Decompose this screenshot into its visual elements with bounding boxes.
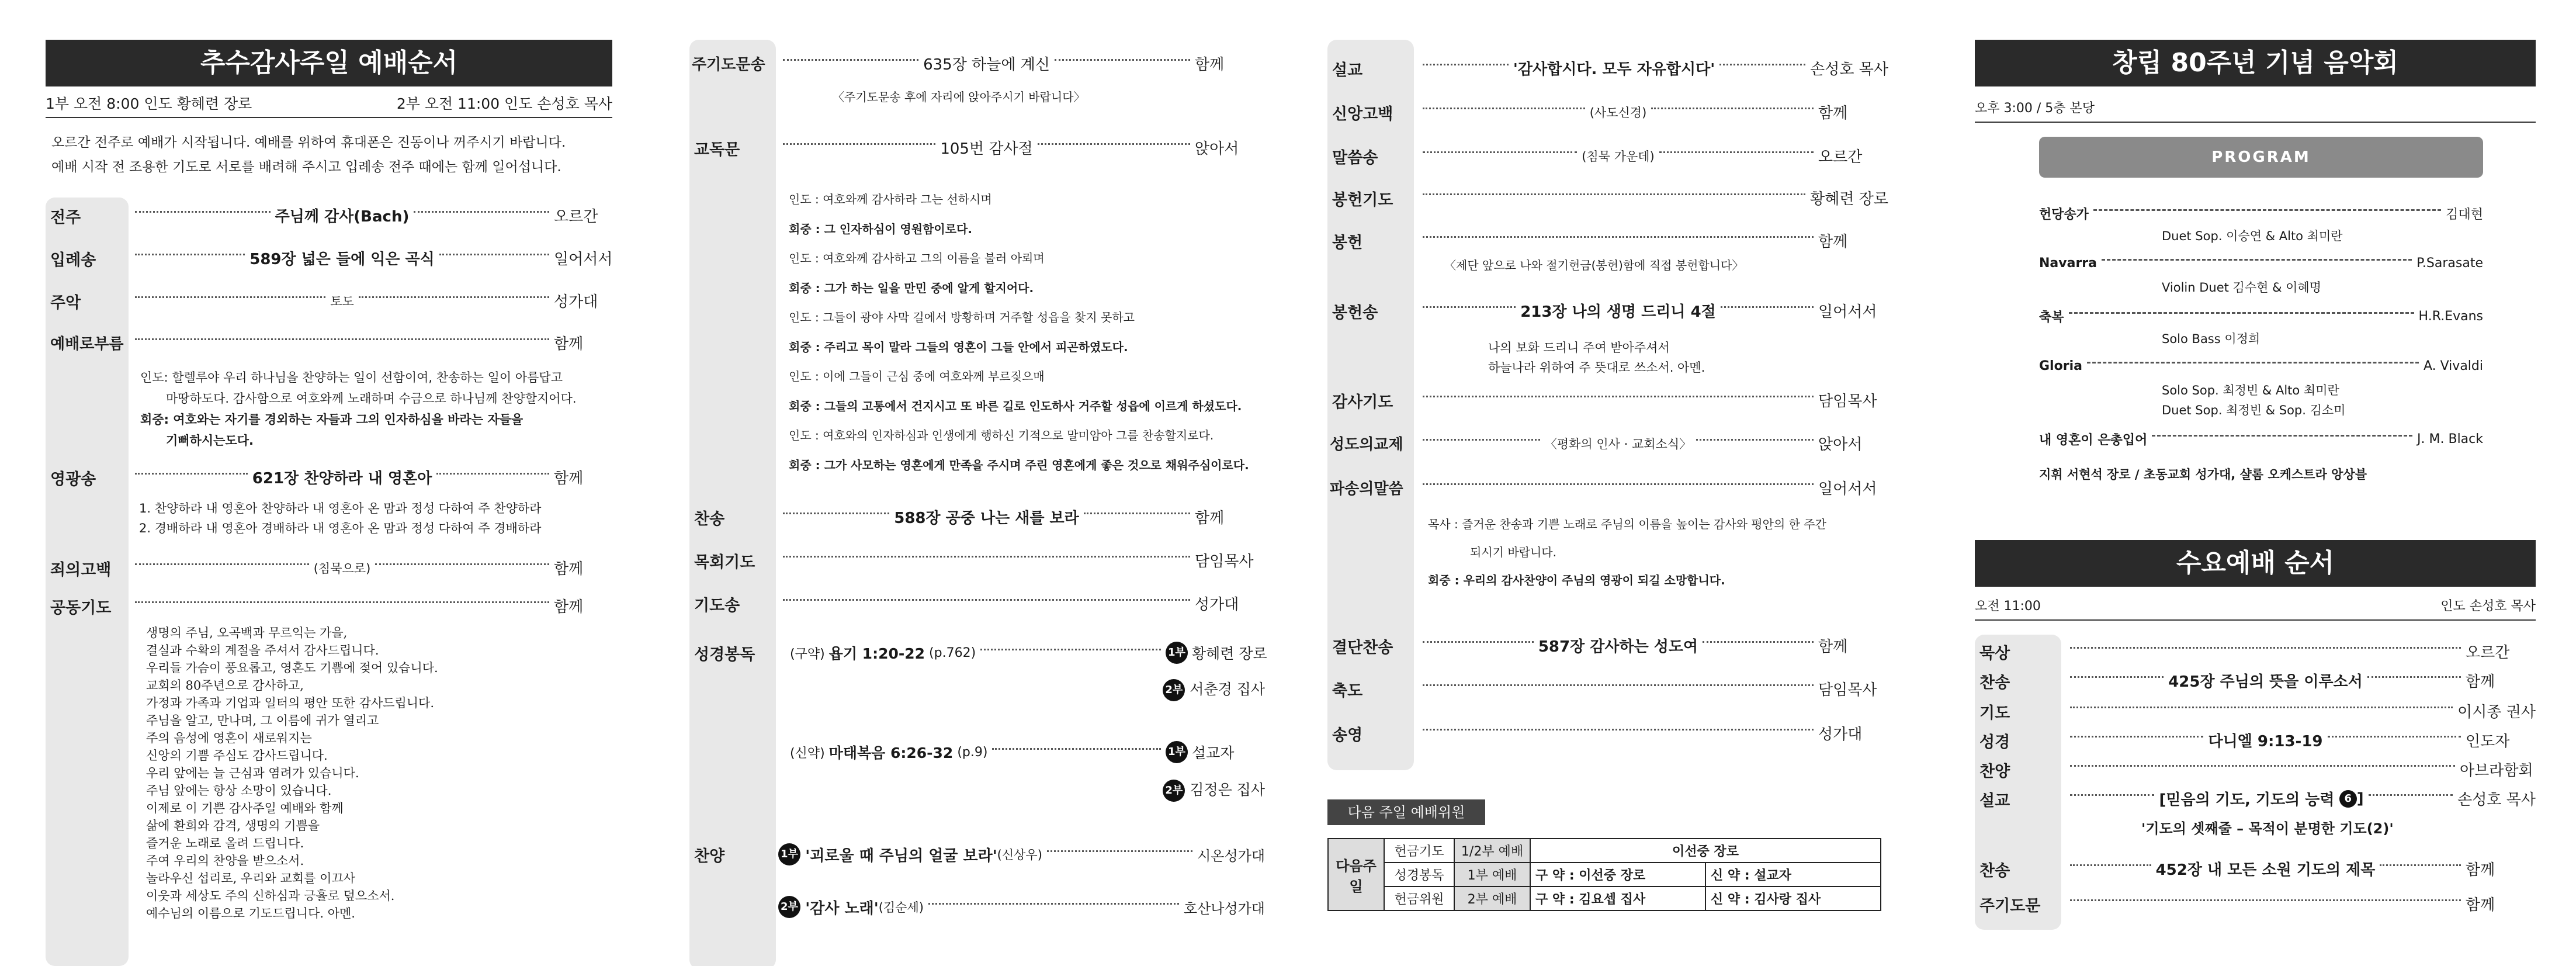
next-committee-table: 다음주일 헌금기도 1/2부 예배 이선중 장로 성경봉독 1부 예배 구 약 : 이선중 장로 신 약 : 설교자 헌금위원 2부 예배 구 약 : 김요셉 집사 신 약 : 김사랑 집사 [1327,838,1881,911]
next-sunday-cell: 다음주일 [1328,839,1384,910]
row-sending: 파송의말씀 일어서서 [1330,480,1877,498]
offertory-text: 나의 보화 드리니 주여 받아주셔서 하늘나라 위하여 주 뜻대로 쓰소서. 아멘. [1488,341,1705,375]
wednesday-leader: 인도 손성호 목사 [2440,599,2536,614]
label-bar [689,40,776,966]
call-text: 인도: 할렐루야 우리 하나님을 찬양하는 일이 선함이여, 찬송하는 일이 아름답고 마땅하도다. 감사함으로 여호와께 노래하며 수금으로 하나님께 찬양할지어다. 회중: 여호와는 자기를 경외하는 자들과 그의 인자하심을 바라는 자들을 기뻐하시는도다. [140,371,577,448]
badge-2: 2부 [778,896,800,918]
row-offering-prayer: 봉헌기도 황혜련 장로 [1332,191,1888,209]
row-prelude: 전주 주님께 감사(Bach) 오르간 [50,208,598,227]
badge-1: 1부 [1166,642,1188,664]
wed-lords-prayer: 주기도문 함께 [1979,896,2495,915]
wednesday-title: 수요예배 순서 [1975,540,2536,587]
notice: 오르간 전주로 예배가 시작됩니다. 예배를 위하여 휴대폰은 진동이나 꺼주시기 바랍니다. 예배 시작 전 조용한 기도로 서로를 배려해 주시고 입례송 전주 때에는 함께 일어섭니다. [51,135,566,175]
badge-2: 2부 [1163,780,1185,802]
wed-closing-hymn: 찬송 452장 내 모든 소원 기도의 제목 함께 [1979,861,2495,880]
program-3: 축복 H.R.Evans [2039,309,2483,325]
row-music: 주악 토도 성가대 [50,293,598,312]
row-prayer-song: 기도송 성가대 [694,596,1239,615]
row-benediction: 축도 담임목사 [1332,681,1877,700]
row-call: 예배로부름 함께 [50,335,584,353]
scripture-ot-2: 2부 서춘경 집사 [1163,678,1265,701]
row-prayer: 공동기도 함께 [50,598,584,617]
wed-scripture: 성경 다니엘 9:13-19 인도자 [1979,733,2510,752]
row-scripture-ot: 성경봉독 (구약) 욥기 1:20-22 (p.762) 1부 황혜련 장로 [689,642,1265,667]
wednesday-time: 오전 11:00 [1975,599,2041,614]
row-pastoral-prayer: 목회기도 담임목사 [694,553,1254,572]
row-word-song: 말씀송 (침묵 가운데) 오르간 [1332,148,1863,167]
harvest-order [46,40,613,920]
row-sermon: 설교 '감사합시다. 모두 자유합시다' 손성호 목사 [1332,61,1888,79]
row-creed: 신앙고백 (사도신경) 함께 [1332,105,1848,123]
divider [1975,122,2536,123]
program-1: 헌당송가 김대현 [2039,207,2483,222]
row-fellowship: 성도의교제 〈평화의 인사 · 교회소식〉 앉아서 [1330,436,1863,453]
program-banner: PROGRAM [2039,137,2483,178]
prayer-text: 생명의 주님, 오곡백과 무르익는 가을, 결실과 수확의 계절을 주셔서 감사드립니다. 우리들 가슴이 풍요롭고, 영혼도 기쁨에 젖어 있습니다. 교회의 80주년으로 감사하고, 가정과 가족과 기업과 일터의 평안 또한 감사드립니다. 주님을 알고, 만나며, 그 이름에 귀가 열리고 주의 음성에 영혼이 새로워지는 신앙의 기쁨 주심도 감사드립니다. 우리 앞에는 늘 근심과 염려가 있습니다. 주님 앞에는 항상 소망이 있습니다. 이제로 이 기쁜 감사주일 예배와 함께 삶에 환희와 감격, 생명의 기쁨을 즐거운 노래로 올려 드립니다. 주여 우리의 찬양을 받으소서. 놀라우신 섭리로, 우리와 교회를 이끄사 이웃과 세상도 주의 신하심과 긍휼로 덮으소서. 예수님의 이름으로 기도드립니다. 아멘. [146,626,438,920]
row-anthem-2: 2부 '감사 노래' (김순세) 호산나성가대 [689,896,1265,922]
divider [46,117,612,118]
wed-prayer: 기도 이시종 권사 [1979,704,2536,722]
row-offering: 봉헌 함께 [1332,233,1848,252]
row-confession: 죄의고백 (침묵으로) 함께 [50,560,584,579]
badge-1: 1부 [1166,741,1188,763]
wed-anthem: 찬양 아브라함회 [1979,762,2533,781]
service1: 1부 오전 8:00 인도 황혜련 장로 [46,95,252,112]
wed-sermon-subtitle: '기도의 셋째줄 – 목적이 분명한 기도(2)' [2141,820,2394,837]
service2: 2부 오전 11:00 인도 손성호 목사 [396,95,612,112]
wed-meditation: 묵상 오르간 [1979,644,2510,663]
row-doxology: 송영 성가대 [1332,726,1863,745]
gloria-text: 1. 찬양하라 내 영혼아 찬양하라 내 영혼아 온 맘과 정성 다하여 주 찬양하라 2. 경배하라 내 영혼아 경배하라 내 영혼아 온 맘과 정성 다하여 주 경배하라 [139,501,542,535]
wed-sermon: 설교 [믿음의 기도, 기도의 능력 6 ] 손성호 목사 [1979,790,2536,810]
concert-time: 오후 3:00 / 5층 본당 [1975,101,2095,116]
harvest-title: 추수감사주일 예배순서 [46,40,612,86]
sending-text: 목사 : 즐거운 찬송과 기쁜 노래로 주님의 이름을 높이는 감사와 평안의 한 주간 되시기 바랍니다. 회중 : 우리의 감사찬양이 주님의 영광이 되길 소망합니다. [1428,517,1826,587]
row-scripture-nt: (신약) 마태복음 6:26-32 (p.9) 1부 설교자 [689,741,1265,767]
program-4: Gloria A. Vivaldi [2039,359,2483,373]
conductor: 지휘 서현석 장로 / 초동교회 성가대, 샬롬 오케스트라 앙상블 [2039,468,2367,482]
row-responsive: 교독문 105번 감사절 앉아서 [694,140,1239,159]
responsive-reading: 인도 : 여호와께 감사하라 그는 선하시며 회중 : 그 인자하심이 영원함이로다. 인도 : 여호와께 감사하고 그의 이름을 불러 아뢰며 회중 : 그가 하는 일을 만민 중에 알게 할지어다. 인도 : 그들이 광야 사막 길에서 방황하며 거주할 성읍을 찾지 못하고 회중 : 주리고 목이 말라 그들의 영혼이 그들 안에서 피곤하였도다. 인도 : 이에 그들이 근심 중에 여호와께 부르짖으매 회중 : 그들의 고통에서 건지시고 또 바른 길로 인도하사 거주할 성읍에 이르게 하셨도다. 인도 : 여호와의 인자하심과 인생에게 행하신 기적으로 말미암아 그를 찬송할지로다. 회중 : 그가 사모하는 영혼에게 만족을 주시며 주린 영혼에게 좋은 것으로 채워주심이로다. [789,192,1249,472]
row-offertory: 봉헌송 213장 나의 생명 드리니 4절 일어서서 [1332,303,1877,322]
row-hymn: 찬송 588장 공중 나는 새를 보라 함께 [694,510,1225,528]
row-thanks-prayer: 감사기도 담임목사 [1332,393,1877,411]
program-5: 내 영혼이 은총입어 J. M. Black [2039,432,2483,448]
row-introit: 입례송 589장 넓은 들에 익은 곡식 일어서서 [50,251,613,269]
row-lords-prayer: 주기도문송 635장 하늘에 계신 함께 [692,56,1225,74]
concert-and-wednesday: 창립 80주년 기념 음악회 오후 3:00 / 5층 본당 PROGRAM 헌당송가 김대현 Duet Sop. 이승연 & Alto 최미란 Navarra P.Sarasate Violin Duet 김수현 & 이혜명 축복 H.R.Evans Solo Bass 이정희 Gloria A. Vivaldi Solo Sop. 최정빈 & Alto 최미란 Duet Sop. 최정빈 & Sop. 김소미 내 영혼이 은총입어 J. M. Black 지휘 서현석 장로 / 초동교회 성가대, 샬롬 오케스트라 앙상블 수요예배 순서 오전 11:00 인도 손성호 목사 묵상 오르간 찬송 425장 주님의 뜻을 이루소서 함께 기도 이시종 권사 성경 다니엘 9:13-19 인도자 찬양 아브라함회 설교 [믿음의 기도, 기도의 능력 6 ] 손성호 목사 '기도의 셋째줄 – 목적이 분명한 기도(2)' 찬송 452장 내 모든 소원 기도의 제목 함께 주기도문 함께 [1975,40,2536,86]
series-number-badge: 6 [2339,790,2357,808]
concert-title: 창립 80주년 기념 음악회 [1975,40,2536,86]
scripture-nt-2: 2부 김정은 집사 [1163,778,1265,802]
row-gloria: 영광송 621장 찬양하라 내 영혼아 함께 [50,470,584,489]
badge-1: 1부 [778,843,800,865]
row-anthem-1: 찬양 1부 '괴로울 때 주님의 얼굴 보라' (신상우) 시온성가대 [689,843,1265,869]
program-2: Navarra P.Sarasate [2039,256,2483,271]
next-committee-title: 다음 주일 예배위원 [1327,799,1485,825]
wed-hymn: 찬송 425장 주님의 뜻을 이루소서 함께 [1979,673,2495,692]
lords-prayer-note: 〈주기도문송 후에 자리에 앉아주시기 바랍니다〉 [833,90,1086,104]
row-decision-hymn: 결단찬송 587장 감사하는 성도여 함께 [1332,638,1848,657]
offering-note: 〈제단 앞으로 나와 절기헌금(봉헌)함에 직접 봉헌합니다〉 [1444,258,1744,272]
divider [1975,619,2536,621]
badge-2: 2부 [1163,679,1185,701]
